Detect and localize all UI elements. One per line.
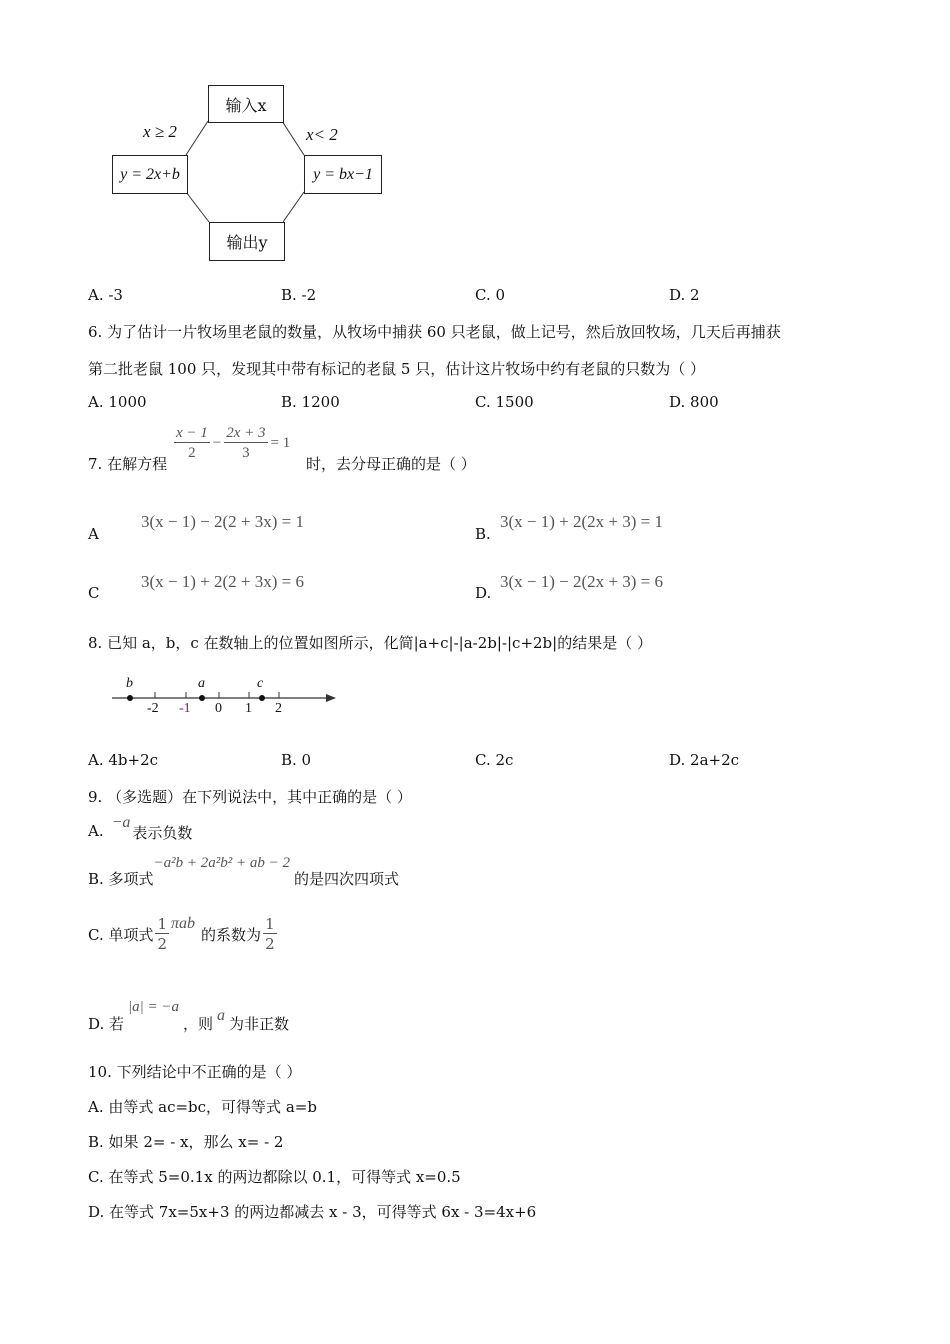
flowchart-right-box: y = bx−1 — [304, 155, 382, 194]
flowchart-left-box: y = 2x+b — [112, 155, 188, 194]
q8-option-c: C. 2c — [475, 751, 514, 769]
q10-option-a: A. 由等式 ac=bc，可得等式 a=b — [88, 1098, 317, 1116]
q6-option-b: B. 1200 — [281, 393, 340, 411]
q9-c-fraction-2: $\frac{1}{2}$ — [265, 915, 275, 953]
q7-prefix: 7. 在解方程 — [88, 455, 168, 473]
point-label-c: c — [257, 676, 264, 691]
q8-text: 8. 已知 a，b，c 在数轴上的位置如图所示，化简|a+c|-|a-2b|-|c+2b|的结果是（ ） — [88, 634, 652, 652]
q7-fraction-2: $\frac{2x + 3}{3}$ — [226, 425, 266, 461]
q5-option-c: C. 0 — [475, 286, 506, 304]
q9-option-c: C. 单项式 $\frac{1}{2}$ πab 的系数为 $\frac{1}{2}$ — [88, 914, 275, 953]
q10-option-c: C. 在等式 5=0.1x 的两边都除以 0.1，可得等式 x=0.5 — [88, 1168, 461, 1186]
q7-option-d-expr: 3(x − 1) − 2(2x + 3) = 6 — [500, 572, 663, 591]
q8-option-a: A. 4b+2c — [88, 751, 159, 769]
q7-option-c-expr: 3(x − 1) + 2(2 + 3x) = 6 — [141, 572, 304, 591]
q5-option-d: D. 2 — [669, 286, 700, 304]
q8-option-b: B. 0 — [281, 751, 312, 769]
q6-option-a: A. 1000 — [88, 393, 147, 411]
q9-option-b: B. 多项式 −a²b + 2a²b² + ab − 2 的是四次四项式 — [88, 855, 400, 888]
flowchart-input-box: 输入x — [208, 85, 284, 123]
point-label-b: b — [126, 676, 133, 691]
point-label-a: a — [198, 676, 205, 691]
q5-option-a: A. -3 — [88, 286, 123, 304]
q7-option-a-letter: A — [88, 525, 99, 543]
flowchart-connectors — [0, 0, 950, 300]
q7-option-a-expr: 3(x − 1) − 2(2 + 3x) = 1 — [141, 512, 304, 531]
q10-option-d: D. 在等式 7x=5x+3 的两边都减去 x - 3，可得等式 6x - 3=4x+6 — [88, 1203, 537, 1221]
tick-label: 1 — [245, 701, 252, 716]
point-a — [199, 695, 205, 701]
q10-option-b: B. 如果 2= - x，那么 x= - 2 — [88, 1133, 284, 1151]
q9-c-fraction: $\frac{1}{2}$ — [157, 915, 168, 953]
q9-option-d: D. 若 |a| = −a ，则 a 为非正数 — [88, 999, 290, 1033]
tick-label: 2 — [275, 701, 282, 716]
q6-option-d: D. 800 — [669, 393, 719, 411]
q9-option-a: A. −a 表示负数 — [88, 814, 193, 842]
q6-line1: 6. 为了估计一片牧场里老鼠的数量，从牧场中捕获 60 只老鼠，做上记号，然后放回牧场，几天后再捕获 — [88, 323, 781, 341]
flowchart-left-condition: x ≥ 2 — [143, 122, 177, 141]
q7-option-d-letter: D. — [475, 584, 492, 602]
q6-option-c: C. 1500 — [475, 393, 534, 411]
q8-option-d: D. 2a+2c — [669, 751, 740, 769]
q7-option-b-letter: B. — [475, 525, 491, 543]
tick-label: 0 — [215, 701, 222, 716]
q7-option-b-expr: 3(x − 1) + 2(2x + 3) = 1 — [500, 512, 663, 531]
tick-label: -2 — [147, 701, 159, 716]
q7-suffix: 时，去分母正确的是（ ） — [306, 455, 476, 473]
q8-numberline — [0, 670, 400, 720]
flowchart-output-box: 输出y — [209, 222, 285, 261]
q7-fraction-1: $\frac{x - 1}{2}$ — [176, 425, 208, 461]
tick-label: -1 — [179, 701, 191, 716]
q5-option-b: B. -2 — [281, 286, 317, 304]
q10-title: 10. 下列结论中不正确的是（ ） — [88, 1063, 302, 1081]
point-c — [259, 695, 265, 701]
q9-title: 9. （多选题）在下列说法中，其中正确的是（ ） — [88, 788, 412, 806]
flowchart-right-condition: x< 2 — [306, 125, 338, 144]
q7-option-c-letter: C — [88, 584, 100, 602]
point-b — [127, 695, 133, 701]
q6-line2: 第二批老鼠 100 只，发现其中带有标记的老鼠 5 只，估计这片牧场中约有老鼠的只数为（ ） — [88, 360, 706, 378]
q7-equation: $\frac{x - 1}{2}$ − $\frac{2x + 3}{3}$ = 1 — [176, 425, 291, 461]
